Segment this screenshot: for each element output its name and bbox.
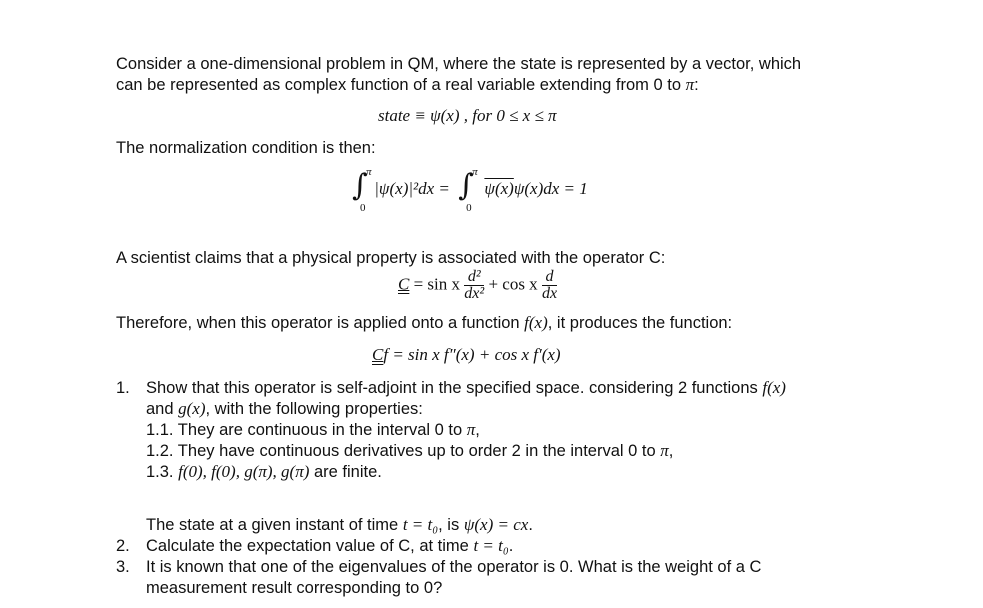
list-text: It is known that one of the eigenvalues of the operator is 0. What is the weight of a C	[146, 558, 762, 576]
list-text	[146, 462, 382, 482]
list-text-part: .	[528, 516, 533, 534]
operator-intro: A scientist claims that a physical property is associated with the operator C:	[116, 249, 666, 267]
list-math: f(0), f(0), g(π), g(π)	[178, 462, 310, 481]
operator-equation	[398, 269, 557, 302]
fraction-denominator: dx	[541, 285, 558, 302]
list-text-part: Show that this operator is self-adjoint in the specified space. considering 2 functions	[146, 379, 763, 397]
list-text-part: , with the following properties:	[205, 400, 423, 418]
list-number: 3.	[116, 558, 130, 576]
list-text-part: , is	[438, 516, 464, 534]
integral-sign: ∫	[458, 168, 474, 203]
integral-lower-limit: 0	[360, 202, 366, 214]
conjugate-psi: ψ(x)	[484, 179, 514, 198]
therefore-text: Therefore, when this operator is applied onto a function	[116, 314, 525, 332]
operator-symbol: C	[372, 345, 384, 364]
list-text-part: Calculate the expectation value of C, at time	[146, 537, 474, 555]
state-equation-range: for 0 ≤ x ≤ π	[468, 106, 557, 125]
integral-upper-limit: π	[366, 166, 372, 178]
list-number: 2.	[116, 537, 130, 555]
intro-line-1: Consider a one-dimensional problem in QM, where the state is represented by a vector, which	[116, 55, 802, 73]
list-text-part: .	[508, 537, 514, 555]
list-text	[146, 515, 533, 535]
list-number: 1.	[116, 379, 130, 397]
list-text	[146, 536, 513, 556]
normalization-right-integrand: ψ(x)dx = 1	[513, 179, 588, 198]
first-derivative-fraction	[542, 269, 557, 302]
list-text-part: 1.1. They are continuous in the interval 0 to	[146, 421, 467, 439]
list-text	[146, 399, 423, 419]
operator-cos-term: + cos x	[484, 274, 538, 294]
second-derivative-fraction	[464, 269, 484, 302]
intro-line-2	[116, 75, 699, 95]
state-equation	[378, 106, 557, 126]
result-equation	[372, 345, 561, 365]
list-math: g(x)	[178, 399, 206, 418]
list-text-part: and	[146, 400, 179, 418]
operator-symbol: C	[398, 274, 410, 294]
list-text	[146, 441, 673, 461]
list-text-part: The state at a given instant of time	[146, 516, 403, 534]
list-math: t = t₀	[473, 536, 509, 555]
list-math: f(x)	[762, 378, 786, 397]
list-text-part: 1.3.	[146, 463, 179, 481]
normalization-label: The normalization condition is then:	[116, 139, 376, 157]
integral-sign: ∫	[352, 168, 368, 203]
operator-sin-term: = sin x	[409, 274, 461, 294]
intro-line-2-text: can be represented as complex function of a real variable extending from 0 to	[116, 76, 686, 94]
list-text	[146, 420, 480, 440]
fraction-denominator: dx²	[464, 285, 485, 302]
list-text-part: ,	[668, 442, 674, 460]
state-equation-lhs: state ≡ ψ(x) ,	[378, 106, 469, 125]
list-text-part: ,	[475, 421, 480, 439]
therefore-end: , it produces the function:	[547, 314, 733, 332]
list-math: π	[660, 441, 669, 460]
normalization-equation	[352, 168, 588, 216]
function-fx: f(x)	[524, 313, 548, 332]
list-math: π	[466, 420, 476, 439]
normalization-left-integrand: |ψ(x)|²dx =	[374, 179, 450, 198]
fraction-numerator: d	[542, 269, 557, 286]
list-text-part: are finite.	[309, 463, 382, 481]
integral-lower-limit: 0	[466, 202, 472, 214]
fraction-numerator: d²	[464, 269, 484, 286]
pi-symbol: π	[685, 75, 695, 94]
list-math: ψ(x) = cx	[463, 515, 529, 534]
list-math: t = t₀	[402, 515, 439, 534]
list-text: measurement result corresponding to 0?	[146, 579, 443, 597]
therefore-line	[116, 313, 732, 333]
result-equation-rest: f = sin x f″(x) + cos x f′(x)	[383, 345, 561, 364]
list-text	[146, 378, 786, 398]
list-text-part: 1.2. They have continuous derivatives up to order 2 in the interval 0 to	[146, 442, 661, 460]
integral-upper-limit: π	[472, 166, 478, 178]
intro-line-2-end: :	[694, 76, 699, 94]
